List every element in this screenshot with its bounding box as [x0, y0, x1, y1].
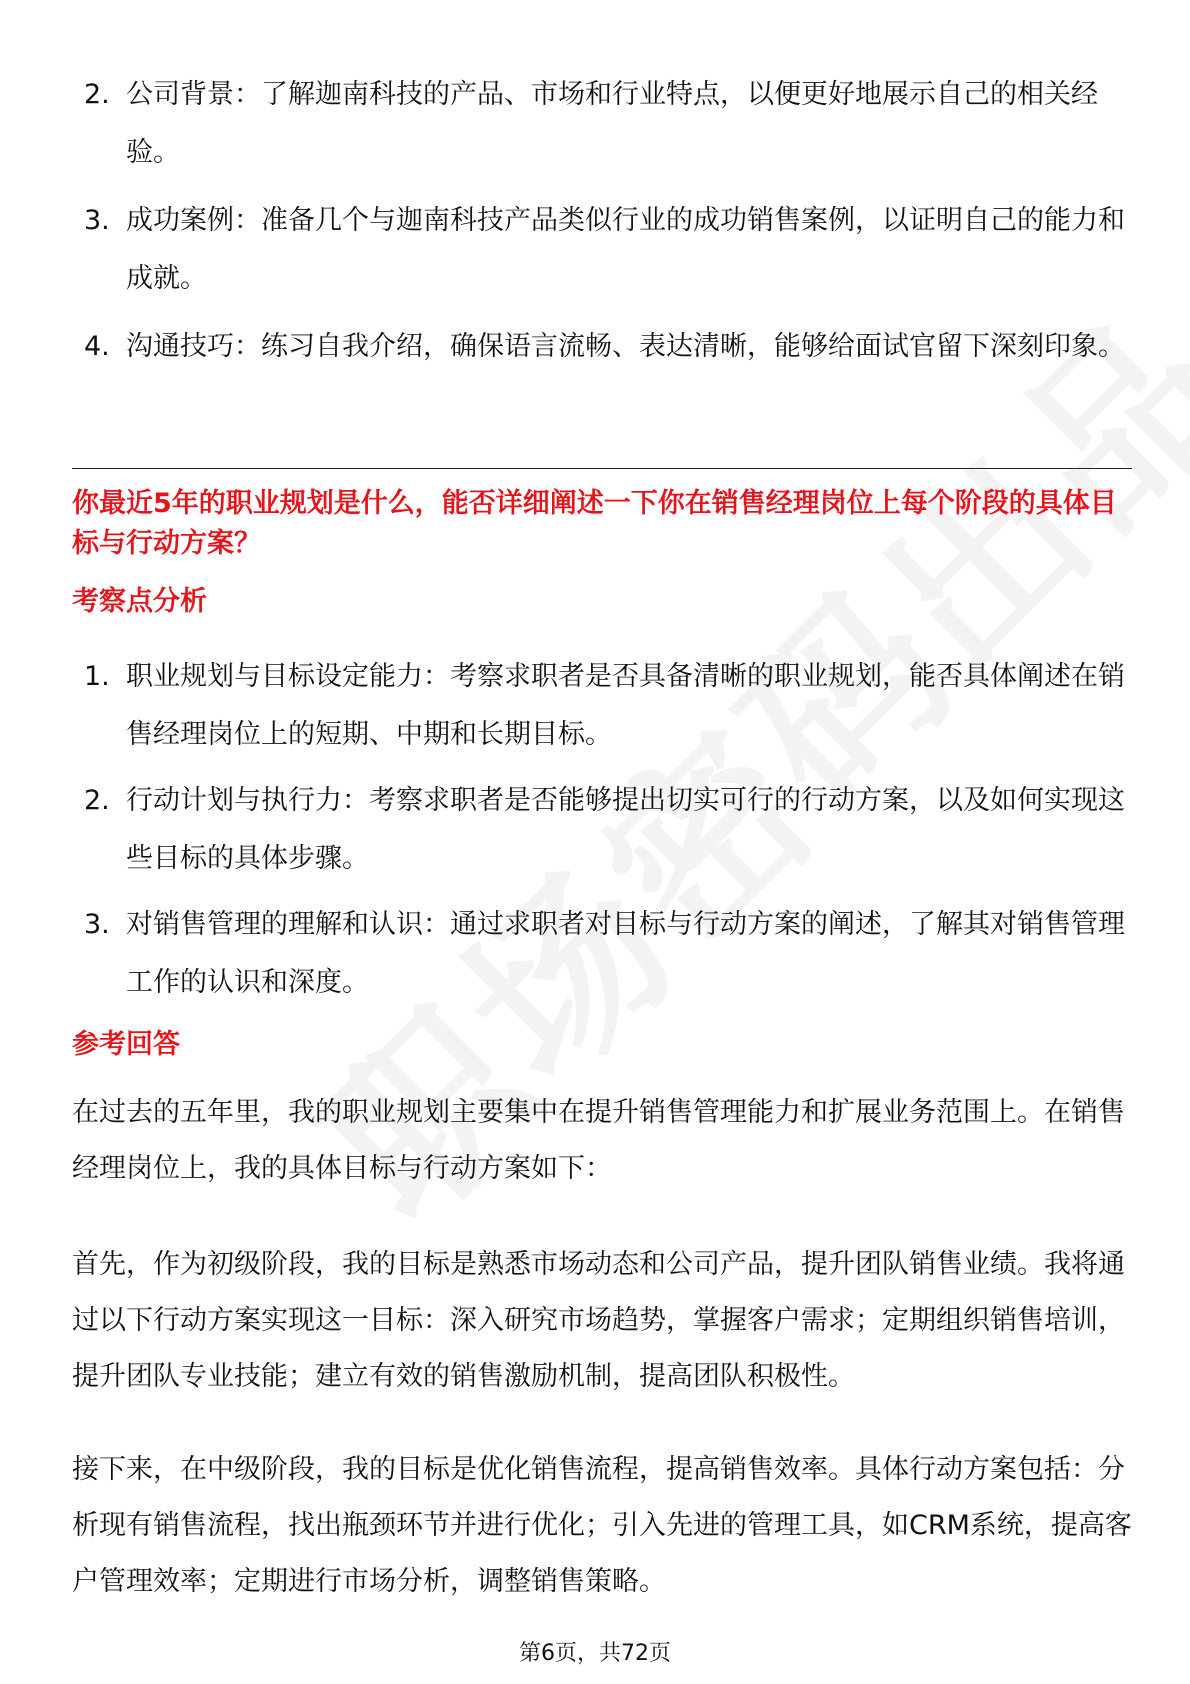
list-number: 2.: [84, 785, 110, 816]
prep-list: [72, 66, 1132, 386]
section-divider: [72, 468, 1132, 469]
question-title: 你最近5年的职业规划是什么，能否详细阐述一下你在销售经理岗位上每个阶段的具体目标与行动方案？: [72, 488, 1117, 559]
list-item: [72, 318, 1132, 376]
list-text: 职业规划与目标设定能力：考察求职者是否具备清晰的职业规划，能否具体阐述在销售经理岗位上的短期、中期和长期目标。: [126, 661, 1125, 750]
list-text: 沟通技巧：练习自我介绍，确保语言流畅、表达清晰，能够给面试官留下深刻印象。: [126, 331, 1125, 362]
list-number: 2.: [84, 79, 110, 110]
answer-heading: 参考回答: [72, 1029, 180, 1060]
list-item: [72, 896, 1132, 1012]
list-item: [72, 192, 1132, 308]
list-number: 3.: [84, 909, 110, 940]
list-text: 对销售管理的理解和认识：通过求职者对目标与行动方案的阐述，了解其对销售管理工作的认识和深度。: [126, 909, 1125, 998]
analysis-heading: 考察点分析: [72, 586, 207, 617]
answer-paragraph: 首先，作为初级阶段，我的目标是熟悉市场动态和公司产品，提升团队销售业绩。我将通过以下行动方案实现这一目标：深入研究市场趋势，掌握客户需求；定期组织销售培训，提升团队专业技能；建立有效的销售激励机制，提高团队积极性。: [72, 1249, 1125, 1392]
answer-paragraph: 接下来，在中级阶段，我的目标是优化销售流程，提高销售效率。具体行动方案包括：分析现有销售流程，找出瓶颈环节并进行优化；引入先进的管理工具，如CRM系统，提高客户管理效率；定期进行市场分析，调整销售策略。: [72, 1454, 1132, 1597]
answer-paragraph: 在过去的五年里，我的职业规划主要集中在提升销售管理能力和扩展业务范围上。在销售经理岗位上，我的具体目标与行动方案如下：: [72, 1097, 1125, 1184]
page-number: 第6页，共72页: [519, 1641, 671, 1666]
list-item: [72, 648, 1132, 764]
list-text: 成功案例：准备几个与迦南科技产品类似行业的成功销售案例，以证明自己的能力和成就。: [126, 205, 1125, 294]
list-item: [72, 66, 1132, 182]
list-text: 行动计划与执行力：考察求职者是否能够提出切实可行的行动方案，以及如何实现这些目标的具体步骤。: [126, 785, 1125, 874]
list-number: 4.: [84, 331, 110, 362]
list-item: [72, 772, 1132, 888]
analysis-list: [72, 648, 1132, 1020]
list-number: 1.: [84, 661, 110, 692]
list-text: 公司背景：了解迦南科技的产品、市场和行业特点，以便更好地展示自己的相关经验。: [126, 79, 1098, 168]
list-number: 3.: [84, 205, 110, 236]
